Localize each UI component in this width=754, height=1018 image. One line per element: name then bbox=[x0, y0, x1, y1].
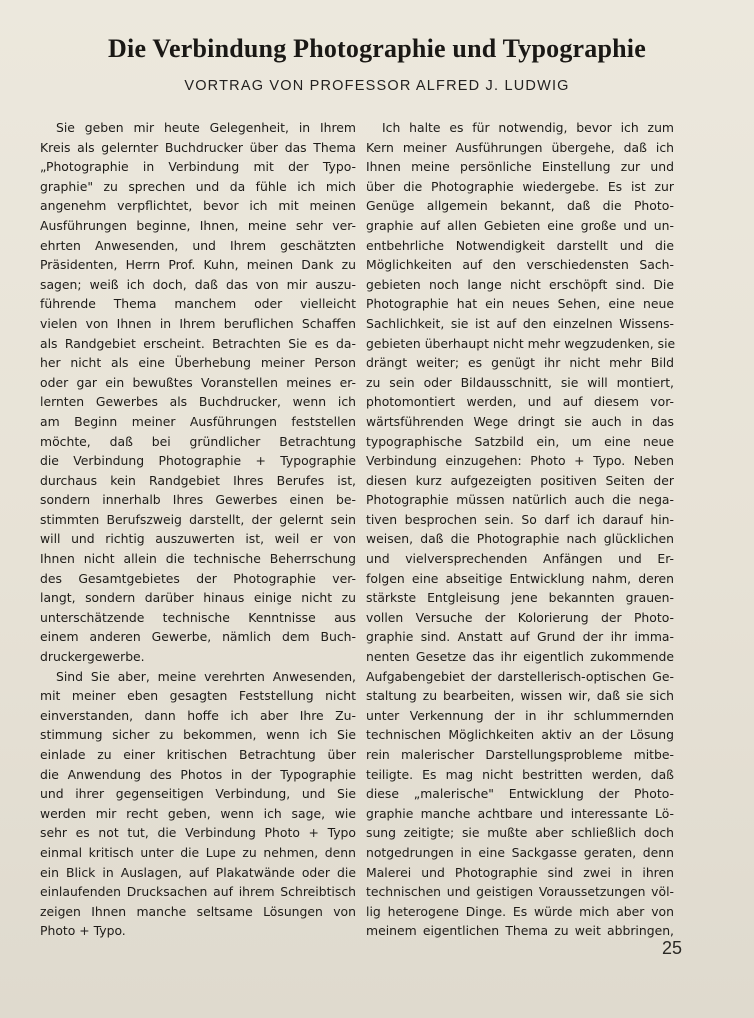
text-line: langt, sondern darüber hinaus einige nicht zu bbox=[40, 590, 356, 606]
text-line: lig heterogene Dinge. Es würde mich aber von bbox=[366, 903, 674, 919]
text-line: vielen von Ihnen in Ihrem beruflichen Schaffen bbox=[40, 315, 356, 331]
text-line: einlade zu einer kritischen Betrachtung über bbox=[40, 747, 356, 762]
text-line: technischen Möglichkeiten aktiv an der Lösung bbox=[366, 727, 674, 743]
text-line: diesen kurz aufgezeigten positiven Seiten der bbox=[366, 472, 674, 488]
text-line: Sie geben mir heute Gelegenheit, in Ihrem bbox=[56, 120, 356, 135]
text-line: möchte, daß bei gründlicher Betrachtung bbox=[40, 433, 356, 449]
text-line: druckergewerbe. bbox=[40, 649, 145, 665]
text-line: stimmung sicher zu bekommen, wenn ich Sie bbox=[40, 727, 356, 743]
text-line: will und richtig auszuwerten ist, weil er von bbox=[40, 531, 356, 547]
text-line: graphie" zu sprechen und da fühle ich mich bbox=[40, 178, 356, 194]
text-line: und vielversprechenden Anfängen und Er- bbox=[366, 551, 674, 567]
text-line: Aufgabengebiet der darstellerisch-optischen Ge- bbox=[366, 668, 674, 684]
text-line: zeigen Ihnen manche seltsame Lösungen von bbox=[40, 903, 356, 919]
text-line: meinem eigentlichen Thema zu weit abbringen, bbox=[366, 923, 674, 939]
text-line: Ihnen nicht allein die technische Beherrschung bbox=[40, 551, 356, 567]
text-line: drängt weiter; es genügt ihr nicht mehr Bild bbox=[366, 355, 674, 371]
text-line: technischen und geistigen Voraussetzungen völ- bbox=[366, 884, 674, 900]
text-line: sagen; weiß ich doch, daß das von mir auszu- bbox=[40, 276, 356, 292]
right-text-column bbox=[366, 118, 674, 941]
text-line: werden mir recht geben, wenn ich sage, wie bbox=[40, 805, 356, 821]
text-line: typographische Satzbild ein, um eine neue bbox=[366, 433, 674, 449]
text-line: graphie sind. Anstatt auf Grund der ihr imma- bbox=[366, 629, 674, 645]
text-line: ein Blick in Auslagen, auf Plakatwände oder die bbox=[40, 864, 356, 880]
text-line: über die Photographie wiedergebe. Es ist zur bbox=[366, 178, 674, 194]
text-line: Ausführungen beginne, Ihnen, meine sehr ver- bbox=[40, 217, 356, 233]
text-line: einem anderen Gewerbe, nämlich dem Buch- bbox=[40, 629, 356, 645]
text-line: Sachlichkeit, sie ist auf den einzelnen Wissens- bbox=[366, 315, 674, 331]
text-line: und ihrer gegenseitigen Verbindung, und Sie bbox=[40, 786, 356, 802]
text-line: einverstanden, dann hoffe ich aber Ihre Zu- bbox=[40, 707, 356, 723]
text-line: als Randgebiet erscheint. Betrachten Sie es da- bbox=[40, 335, 356, 351]
text-line: sehr es not tut, die Verbindung Photo + Typo bbox=[40, 825, 356, 841]
text-line: des Gesamtgebietes der Photographie ver- bbox=[40, 570, 356, 586]
text-line: sondern innerhalb Ihres Gewerbes einen be- bbox=[40, 492, 356, 508]
text-line: weisen, daß die Photographie nach glücklichen bbox=[366, 531, 674, 547]
text-line: entbehrliche Notwendigkeit darstellt und die bbox=[366, 237, 674, 253]
article-subtitle: VORTRAG VON PROFESSOR ALFRED J. LUDWIG bbox=[184, 78, 570, 94]
text-line: Photographie hat ein neues Sehen, eine neue bbox=[366, 296, 674, 312]
text-line: Photographie müssen natürlich auch die nega- bbox=[366, 492, 674, 508]
text-line: ehrten Anwesenden, und Ihrem geschätzten bbox=[40, 237, 356, 253]
text-line: die Verbindung Photographie + Typographie bbox=[40, 453, 356, 469]
text-line: Ihnen meine persönliche Einstellung zur und bbox=[366, 159, 674, 175]
page-number: 25 bbox=[661, 938, 682, 958]
text-line: die Anwendung des Photos in der Typographie bbox=[40, 766, 356, 782]
text-line: unterschätzende technische Kenntnisse aus bbox=[40, 609, 356, 625]
text-line: staltung zu bearbeiten, wissen wir, daß sie sich bbox=[366, 688, 674, 704]
text-line: einlaufenden Drucksachen auf ihrem Schreibtisch bbox=[40, 884, 356, 900]
text-line: Möglichkeiten auf den verschiedensten Sach- bbox=[366, 257, 674, 273]
text-line: vollen Versuche der Kolorierung der Photo- bbox=[366, 609, 674, 625]
text-line: her nicht als eine Überhebung meiner Person bbox=[40, 355, 356, 371]
text-line: angenehm verpflichtet, bevor ich mit meinen bbox=[40, 198, 356, 214]
text-line: stimmten Berufszweig darstellt, der gelernt sein bbox=[40, 511, 356, 527]
text-line: Malerei und Photographie sind zwei in ihren bbox=[366, 864, 674, 880]
text-line: Ich halte es für notwendig, bevor ich zum bbox=[382, 120, 674, 135]
text-line: „Photographie in Verbindung mit der Typo- bbox=[40, 159, 356, 175]
text-line: graphie auf allen Gebieten eine große und un- bbox=[366, 217, 674, 233]
text-line: notgedrungen in eine Sackgasse geraten, denn bbox=[366, 844, 674, 860]
text-line: führende Thema manchem oder vielleicht bbox=[40, 296, 356, 312]
text-line: Genüge allgemein bekannt, daß die Photo- bbox=[366, 198, 674, 214]
text-line: tiven besprochen sein. So darf ich darauf hin- bbox=[366, 511, 674, 527]
text-line: graphie manche achtbare und interessante Lö- bbox=[366, 805, 674, 821]
text-line: stärkste Entgleisung jene bekannten grauen- bbox=[366, 590, 674, 606]
text-line: gebieten noch lange nicht erschöpft sind. Die bbox=[366, 276, 674, 292]
article-title: Die Verbindung Photographie und Typographie bbox=[108, 34, 646, 63]
text-line: am Beginn meiner Ausführungen feststellen bbox=[40, 413, 356, 429]
text-line: Kern meiner Ausführungen übergehe, daß ich bbox=[366, 139, 674, 155]
text-line: durchaus kein Randgebiet Ihres Berufes ist, bbox=[40, 472, 356, 488]
text-line: rein malerischer Darstellungsprobleme mitbe- bbox=[366, 747, 674, 762]
text-line: folgen eine abseitige Entwicklung nahm, deren bbox=[366, 570, 674, 586]
text-line: sung zeitigte; sie mußte aber schließlich doch bbox=[366, 825, 674, 841]
text-line: oder gar ein bewußtes Voranstellen meines er- bbox=[40, 374, 356, 390]
text-line: Verbindung einzugehen: Photo + Typo. Neben bbox=[366, 453, 674, 469]
text-line: unter Verkennung der in ihr schlummernden bbox=[366, 707, 674, 723]
text-line: gebieten überhaupt nicht mehr wegzudenken, sie bbox=[366, 335, 676, 351]
left-text-column bbox=[40, 118, 356, 941]
text-line: zu sein oder Bildausschnitt, sie will montiert, bbox=[366, 374, 674, 390]
text-line: Kreis als gelernter Buchdrucker über das Thema bbox=[40, 139, 356, 155]
text-line: Sind Sie aber, meine verehrten Anwesenden, bbox=[56, 668, 356, 684]
text-line: teiligte. Es mag nicht bestritten werden, daß bbox=[366, 766, 674, 782]
text-line: wärtsführenden Wege dringt sie auch in das bbox=[366, 413, 674, 429]
text-line: diese „malerische" Entwicklung der Photo- bbox=[366, 786, 674, 802]
text-line: Präsidenten, Herrn Prof. Kuhn, meinen Dank zu bbox=[40, 257, 356, 273]
text-line: mit meiner eben gesagten Feststellung nicht bbox=[40, 688, 356, 704]
text-line: einmal kritisch unter die Lupe zu nehmen, denn bbox=[40, 844, 356, 860]
text-line: lernten Gewerbes als Buchdrucker, wenn ich bbox=[40, 394, 356, 410]
text-line: nenten Gesetze das ihr eigentlich zukommende bbox=[366, 649, 674, 665]
text-line: Photo + Typo. bbox=[40, 923, 126, 939]
text-line: photomontiert werden, und auf diesem vor- bbox=[366, 394, 674, 410]
